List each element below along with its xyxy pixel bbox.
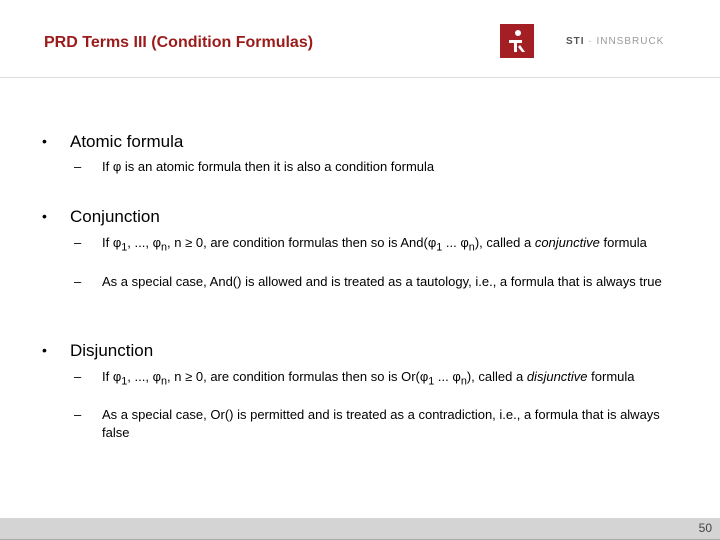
bullet-marker: •	[42, 208, 47, 224]
sub-item-text: As a special case, Or() is permitted and is treated as a contradiction, i.e., a formula that is always false	[102, 407, 660, 440]
sub-item	[74, 234, 684, 257]
dash-marker: –	[74, 274, 82, 289]
bullet-atomic-formula: Atomic formula	[70, 132, 184, 151]
sub-item-text: If $\varphi_1$, ..., $\varphi_n$, n ≥ 0, are condition formulas then so is $And(\varphi_1$ ... $\varphi_n$), called a conjunctive formula	[102, 235, 647, 254]
sub-item	[74, 158, 684, 176]
sub-item	[74, 368, 684, 391]
logo-place: INNSBRUCK	[596, 35, 665, 47]
dash-marker: –	[74, 369, 82, 384]
logo-brand: STI	[566, 35, 585, 47]
bullet-disjunction: Disjunction	[70, 341, 154, 360]
sub-item-text: As a special case, And() is allowed and is treated as a tautology, i.e., a formula that is always true	[102, 274, 662, 289]
bullet-conjunction: Conjunction	[70, 207, 160, 226]
bullet-marker: •	[42, 133, 47, 149]
sti-logo	[500, 24, 664, 58]
header-divider	[0, 77, 720, 78]
dash-marker: –	[74, 159, 82, 174]
sub-item-text: If φ is an atomic formula then it is also a condition formula	[102, 159, 435, 174]
footer	[0, 518, 720, 540]
bullet-marker: •	[42, 342, 47, 358]
logo-separator: ·	[584, 35, 597, 47]
slide-title: PRD Terms III (Condition Formulas)	[44, 34, 314, 51]
sub-item-text: If $\varphi_1$, ..., $\varphi_n$, n ≥ 0, are condition formulas then so is $Or(\varphi_1$ ... $\varphi_n$), called a disjunctive formula	[102, 369, 635, 388]
sub-item	[74, 406, 684, 442]
sti-logo-text	[566, 36, 664, 47]
sti-logo-icon	[500, 24, 534, 58]
sub-item	[74, 273, 684, 291]
dash-marker: –	[74, 407, 82, 422]
page-number: 50	[698, 521, 712, 535]
dash-marker: –	[74, 235, 82, 250]
